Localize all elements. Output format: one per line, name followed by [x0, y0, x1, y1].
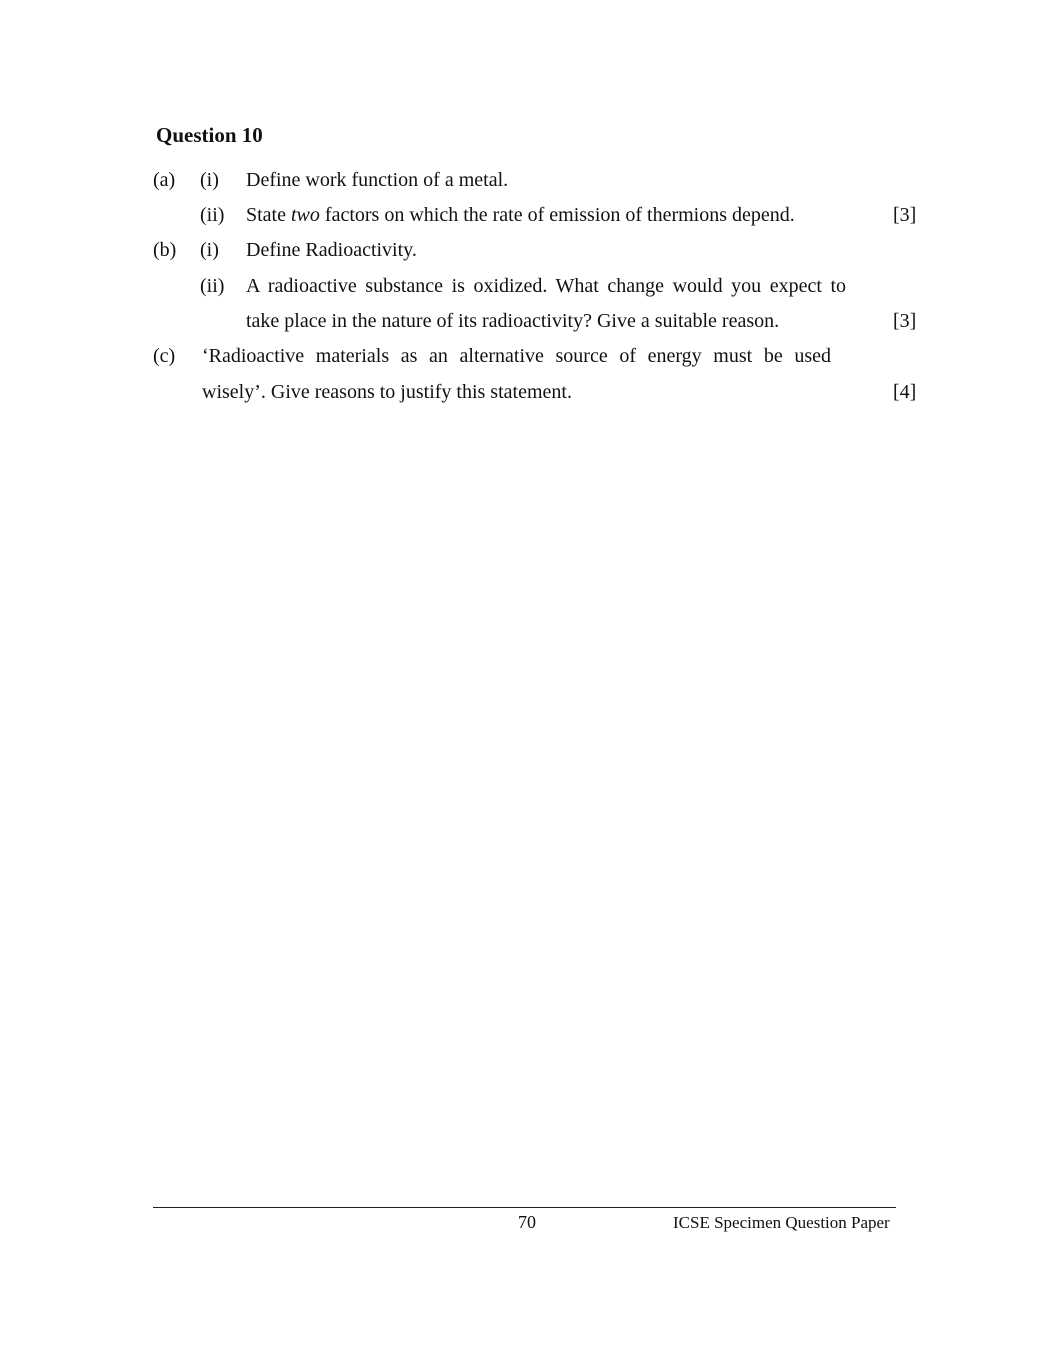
part-c-label: (c)	[153, 345, 176, 367]
part-c-marks: [4]	[893, 381, 917, 403]
part-a-label: (a)	[153, 169, 176, 191]
part-b-ii-label: (ii)	[200, 275, 225, 297]
part-b-ii-line-2: take place in the nature of its radioactivity? Give a suitable reason.	[246, 310, 780, 332]
part-a-i-text: Define work function of a metal.	[246, 169, 509, 191]
part-a-ii-label: (ii)	[200, 204, 225, 226]
footer-divider	[153, 1207, 896, 1208]
part-a-i-label: (i)	[200, 169, 219, 191]
part-b-label: (b)	[153, 239, 177, 261]
part-b-i-text: Define Radioactivity.	[246, 239, 417, 261]
page-number: 70	[518, 1212, 536, 1232]
part-b-i-label: (i)	[200, 239, 219, 261]
part-a-ii-text-emphasis: two	[291, 204, 320, 226]
part-a-ii-text-after: factors on which the rate of emission of thermions depend.	[319, 204, 795, 226]
part-b-ii-line-1: A radioactive substance is oxidized. What change would you expect to	[246, 275, 846, 297]
part-a-marks: [3]	[893, 204, 917, 226]
question-title: Question 10	[156, 123, 263, 147]
part-c-line-1: ‘Radioactive materials as an alternative source of energy must be used	[202, 345, 831, 367]
footer-paper-title: ICSE Specimen Question Paper	[673, 1213, 890, 1232]
part-b-marks: [3]	[893, 310, 917, 332]
part-a-ii-text-before: State	[246, 204, 291, 226]
part-c-line-2: wisely’. Give reasons to justify this statement.	[202, 381, 572, 403]
part-a-ii-text	[246, 203, 795, 227]
